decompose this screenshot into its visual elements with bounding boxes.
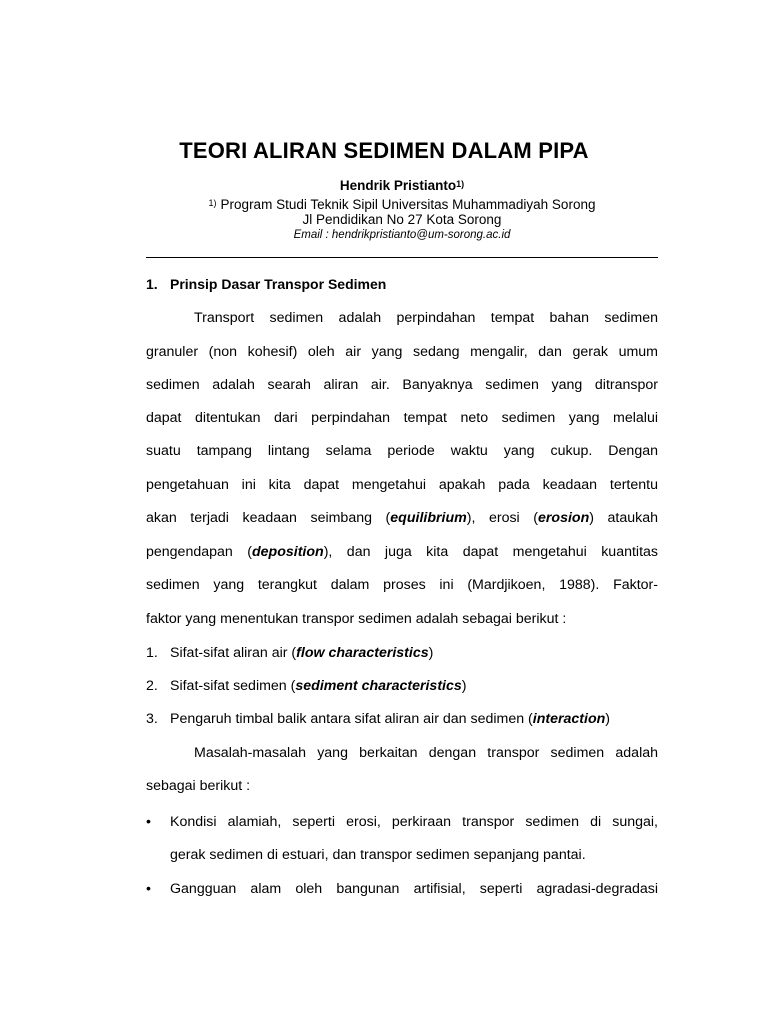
text-run: ) ataukah [589,510,659,526]
paragraph-line: Masalah-masalah yang berkaitan dengan transpor sedimen adalah [194,745,658,761]
document-title: TEORI ALIRAN SEDIMEN DALAM PIPA [179,138,589,163]
list-item [146,643,658,663]
paragraph-line: pengetahuan ini kita dapat mengetahui apakah pada keadaan tertentu [146,477,658,493]
text-run: Sifat-sifat aliran air ( [170,645,297,661]
text-run: ) [461,678,467,694]
term-equilibrium: equilibrium [390,510,467,526]
author-footnote-marker: 1) [456,179,465,189]
bullet-line: Gangguan alam oleh bangunan artifisial, seperti agradasi-degradasi [170,881,658,897]
text-run: ), erosi ( [466,510,538,526]
text-run: ) [605,711,611,727]
paragraph-line: sebagai berikut : [146,778,251,794]
paragraph-line [146,508,658,528]
affiliation-text: Program Studi Teknik Sipil Universitas Muhammadiyah Sorong [220,197,596,212]
list-term: sediment characteristics [295,678,462,694]
email-line: Email : hendrikpristianto@um-sorong.ac.id [293,229,511,241]
text-run: ), dan juga kita dapat mengetahui kuantitas [323,544,658,560]
term-erosion: erosion [538,510,590,526]
list-number: 3. [146,711,158,727]
text-run: ) [428,645,434,661]
paragraph-line: sedimen adalah searah aliran air. Banyaknya sedimen yang ditranspor [146,377,658,393]
list-term: flow characteristics [296,645,429,661]
paragraph-line: faktor yang menentukan transpor sedimen adalah sebagai berikut : [146,611,567,627]
header-divider [146,257,658,258]
address-line: Jl Pendidikan No 27 Kota Sorong [302,212,502,227]
paragraph-line [146,542,658,562]
bullet-icon: • [146,881,151,897]
author-line [0,178,768,193]
list-number: 2. [146,678,158,694]
bullet-line: Kondisi alamiah, seperti erosi, perkiraan transpor sedimen di sungai, [170,814,658,830]
list-item [146,676,658,696]
text-run: pengendapan ( [146,544,252,560]
text-run: akan terjadi keadaan seimbang ( [146,510,391,526]
affiliation-line [0,197,768,212]
text-run: Pengaruh timbal balik antara sifat aliran air dan sedimen ( [170,711,533,727]
list-term: interaction [532,711,606,727]
paragraph-line: Transport sedimen adalah perpindahan tempat bahan sedimen [194,310,658,326]
bullet-icon: • [146,814,151,830]
list-item [146,709,658,729]
paragraph-line: granuler (non kohesif) oleh air yang sedang mengalir, dan gerak umum [146,344,658,360]
list-number: 1. [146,645,158,661]
paragraph-line: dapat ditentukan dari perpindahan tempat neto sedimen yang melalui [146,410,658,426]
section-title: Prinsip Dasar Transpor Sedimen [170,276,387,292]
bullet-line: gerak sedimen di estuari, dan transpor sedimen sepanjang pantai. [170,847,586,863]
text-run: Sifat-sifat sedimen ( [170,678,296,694]
paragraph-line: sedimen yang terangkut dalam proses ini (Mardjikoen, 1988). Faktor- [146,577,658,593]
section-number: 1. [146,276,158,292]
term-deposition: deposition [251,544,324,560]
author-name: Hendrik Pristianto [339,178,457,193]
affiliation-footnote-marker: 1) [208,198,217,208]
section-heading [146,274,658,294]
paragraph-line: suatu tampang lintang selama periode waktu yang cukup. Dengan [146,443,658,459]
